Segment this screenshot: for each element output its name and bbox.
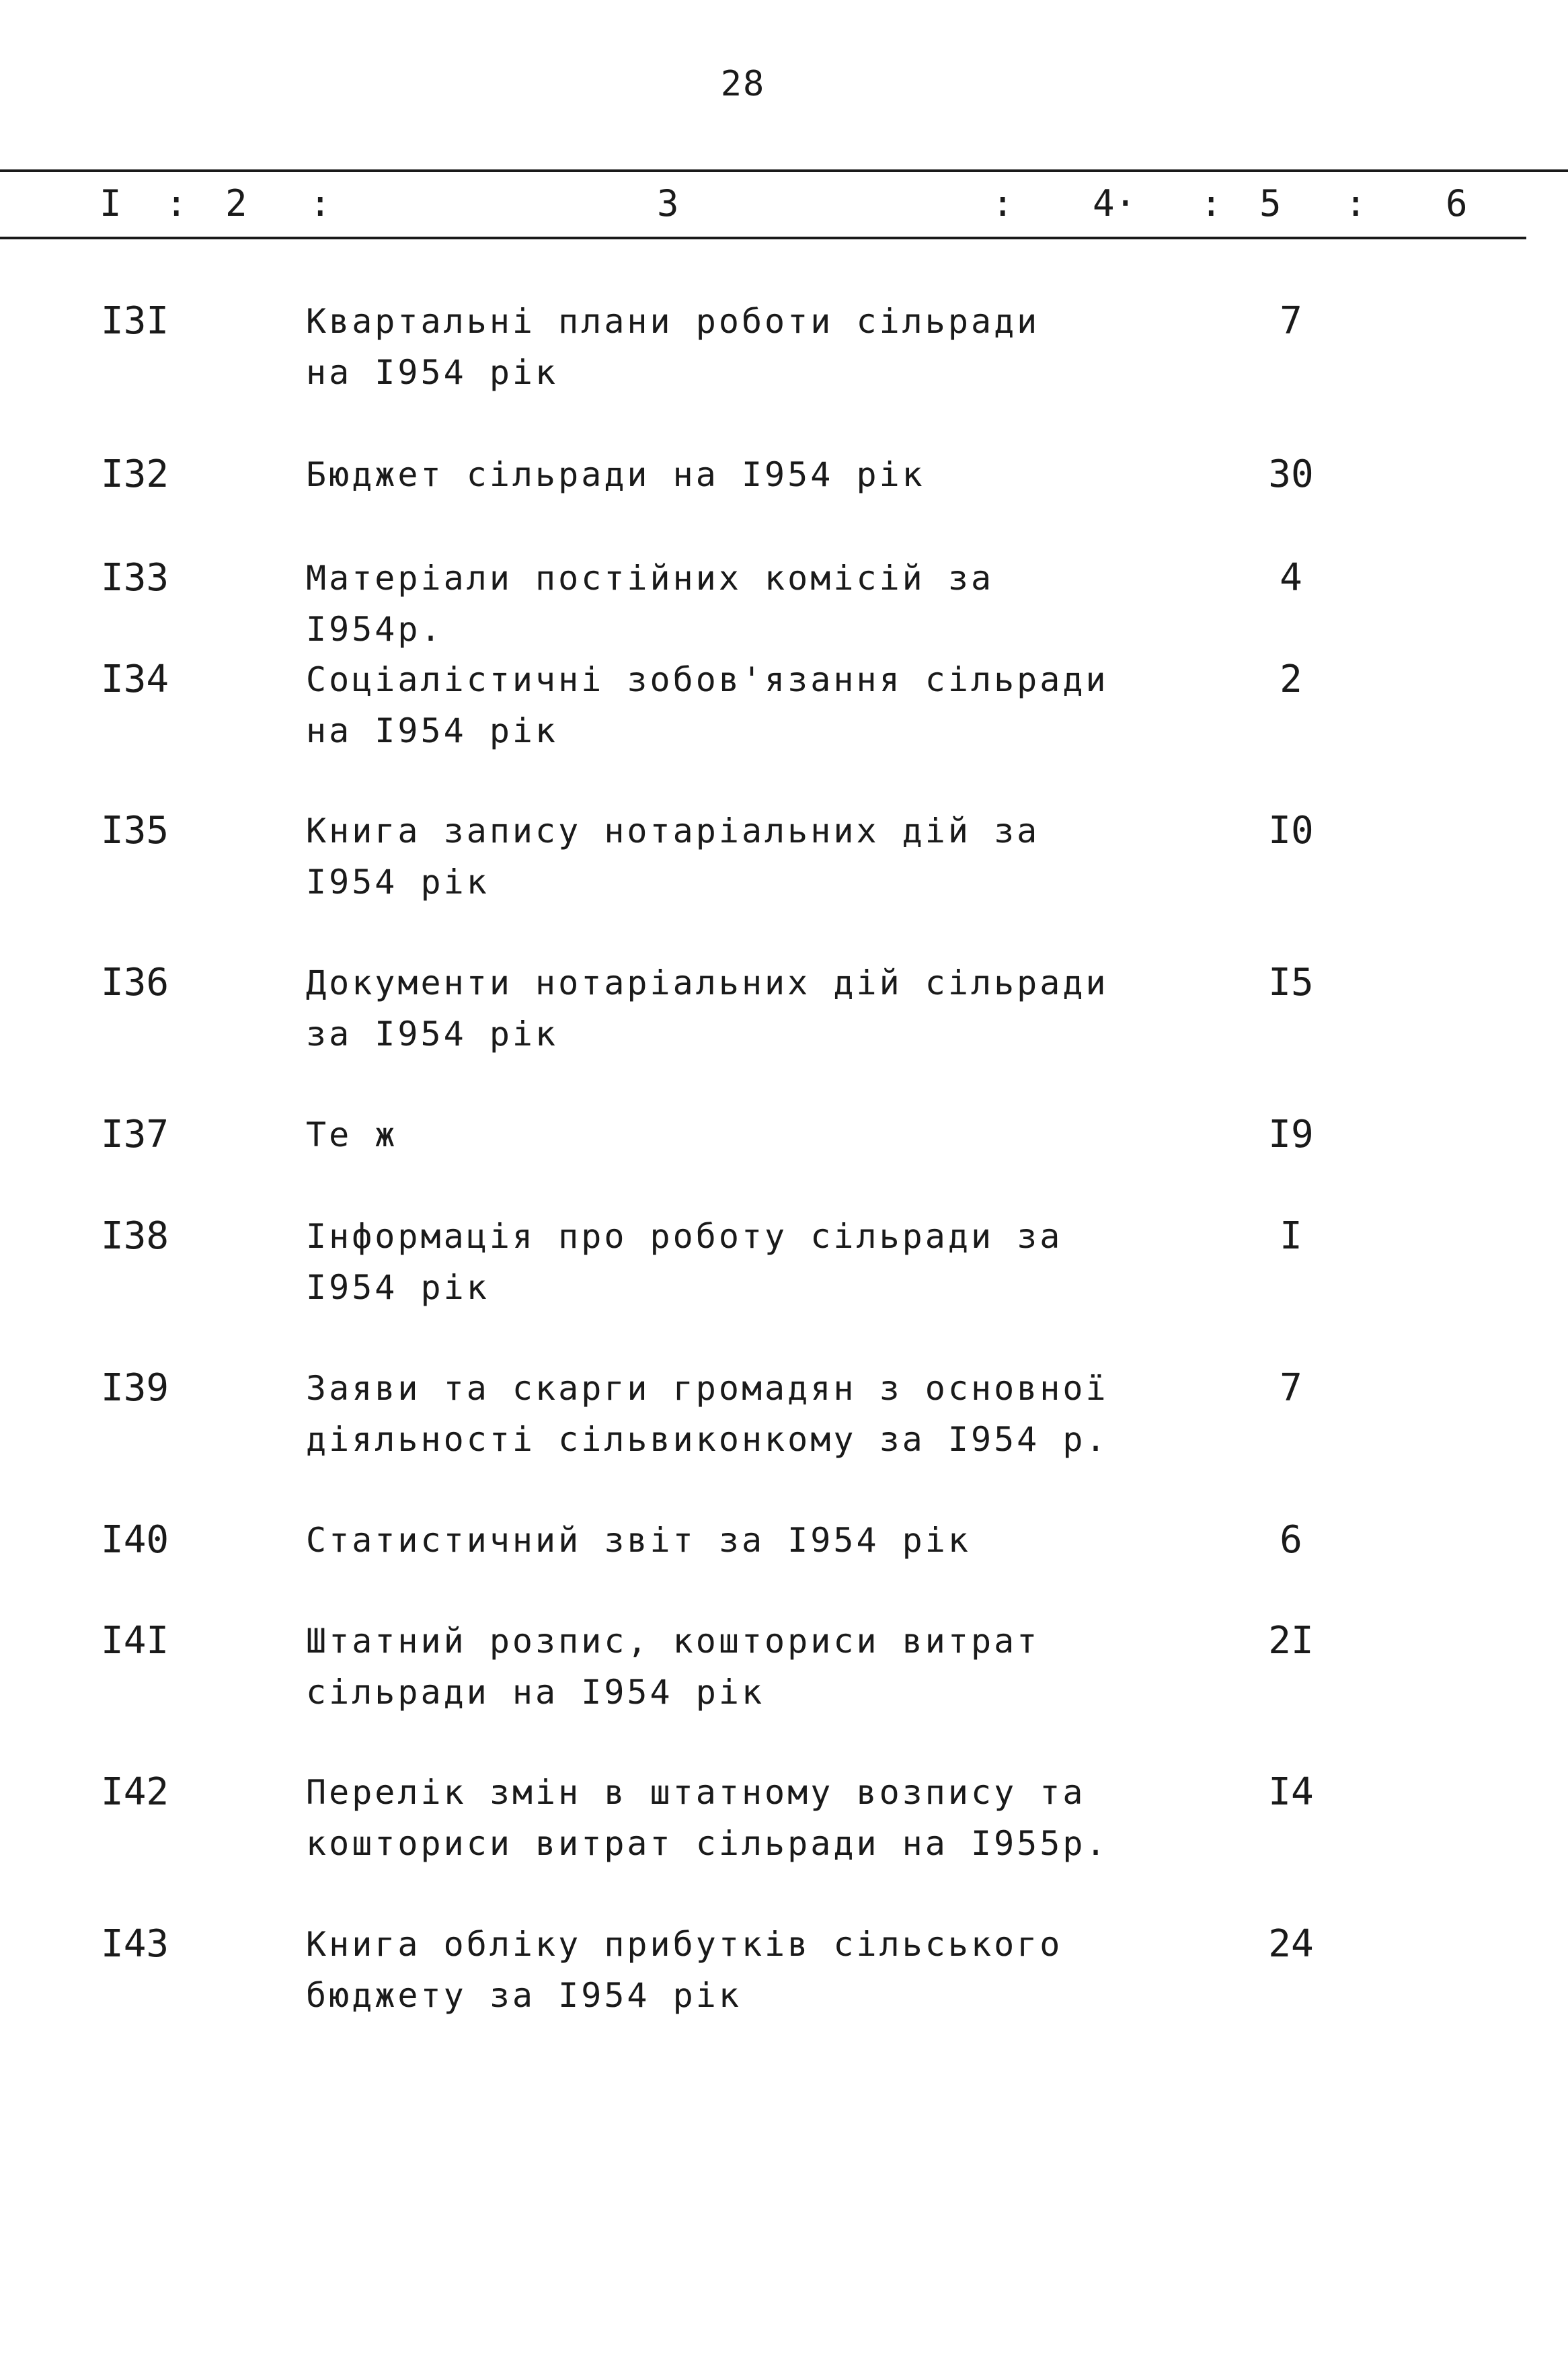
row-title: Матеріали постійних комісій за I954р. — [306, 559, 994, 649]
row-title: Книга обліку прибутків сільського бюджету за I954 рік — [306, 1925, 1063, 2015]
page-number: 28 — [720, 64, 766, 104]
header-top-rule — [0, 169, 1568, 172]
row-count: 7 — [1280, 299, 1302, 343]
row-title: Книга запису нотаріальних дій за I954 рік — [306, 811, 1040, 902]
row-number: I39 — [101, 1366, 169, 1410]
row-number: I40 — [101, 1518, 169, 1562]
header-col-1: I — [100, 182, 122, 225]
row-number: I38 — [101, 1214, 169, 1258]
row-number: I37 — [101, 1113, 169, 1156]
row-count: 7 — [1280, 1366, 1302, 1410]
row-title: Те ж — [306, 1115, 398, 1154]
row-count: I4 — [1268, 1770, 1314, 1814]
header-col-5: 5 — [1259, 182, 1282, 225]
header-separator: : — [309, 182, 331, 225]
row-count: 24 — [1268, 1922, 1314, 1966]
row-number: I36 — [101, 961, 169, 1004]
row-number: I4I — [101, 1619, 169, 1663]
row-title: Штатний розпис, кошториси витрат сільради на I954 рік — [306, 1622, 1040, 1712]
row-count: 6 — [1280, 1518, 1302, 1562]
header-col-6: 6 — [1446, 182, 1468, 225]
row-number: I35 — [101, 809, 169, 852]
row-title: Інформація про роботу сільради за I954 рік — [306, 1217, 1063, 1307]
header-col-3: 3 — [657, 182, 679, 225]
header-separator: : — [1345, 182, 1367, 225]
row-count: 4 — [1280, 556, 1302, 600]
row-number: I3I — [101, 299, 169, 343]
header-separator: : — [992, 182, 1014, 225]
header-separator: : — [1200, 182, 1222, 225]
row-count: 2I — [1268, 1619, 1314, 1663]
header-col-2: 2 — [225, 182, 247, 225]
row-title: Статистичний звіт за I954 рік — [306, 1521, 971, 1560]
row-count: 2 — [1280, 658, 1302, 701]
row-count: 30 — [1268, 452, 1314, 496]
row-count: I5 — [1268, 961, 1314, 1004]
row-number: I32 — [101, 452, 169, 496]
row-title: Бюджет сільради на I954 рік — [306, 455, 925, 494]
row-count: I — [1280, 1214, 1302, 1258]
row-count: I9 — [1268, 1113, 1314, 1156]
header-separator: : — [165, 182, 188, 225]
row-number: I42 — [101, 1770, 169, 1814]
row-number: I34 — [101, 658, 169, 701]
row-title: Квартальні плани роботи сільради на I954 рік — [306, 302, 1040, 392]
row-title: Заяви та скарги громадян з основної діяльності сільвиконкому за I954 р. — [306, 1369, 1109, 1459]
row-title: Документи нотаріальних дій сільради за I954 рік — [306, 963, 1109, 1054]
row-title: Соціалістичні зобов'язання сільради на I954 рік — [306, 660, 1109, 750]
row-title: Перелік змін в штатному возпису та кошториси витрат сільради на I955р. — [306, 1773, 1109, 1863]
row-number: I43 — [101, 1922, 169, 1966]
header-col-4: 4· — [1093, 182, 1137, 225]
row-number: I33 — [101, 556, 169, 600]
row-count: I0 — [1268, 809, 1314, 852]
header-bottom-rule — [0, 237, 1526, 239]
